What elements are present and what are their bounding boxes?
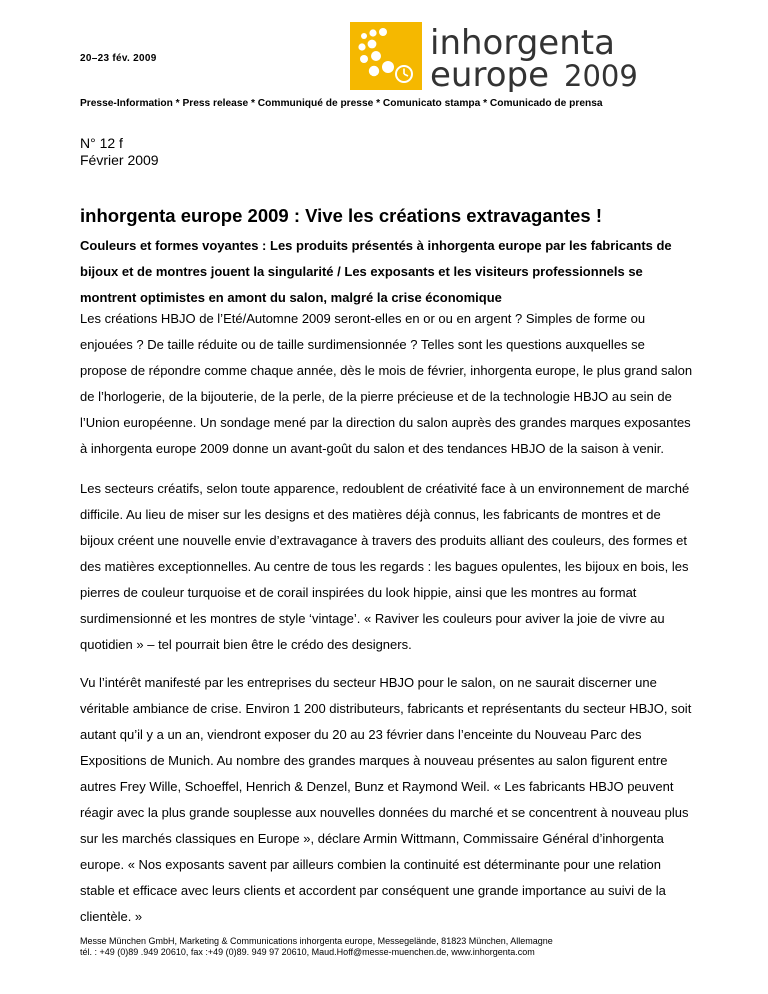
body-paragraph-2: Les secteurs créatifs, selon toute apparence, redoublent de créativité face à un environnement de marché difficile. Au lieu de miser sur les designs et des matières déjà connus, les fabricants de montres et de bijoux créent une nouvelle envie d’extravagance à travers des produits alliant des couleurs, des formes et des matières exceptionnelles. Au centre de tous les regards : les bagues opulentes, les bijoux en bois, les pierres de couleur turquoise et de corail inspirées du look hippie, ainsi que les montres au format surdimensionné et les montres de style ‘vintage’. « Raviver les couleurs pour aviver la joie de vivre au quotidien » – tel pourrait bien être le crédo des designers.	[80, 481, 690, 652]
footer-contact	[80, 936, 553, 958]
logo-wordmark-line2: europe	[430, 55, 549, 92]
footer-address: Messe München GmbH, Marketing & Communications inhorgenta europe, Messegelände, 81823 München, Allemagne	[80, 936, 553, 946]
press-release-line: Presse-Information * Press release * Communiqué de presse * Comunicato stampa * Comunicado de prensa	[80, 98, 603, 109]
body-paragraph-3: Vu l’intérêt manifesté par les entreprises du secteur HBJO pour le salon, on ne saurait discerner une véritable ambiance de crise. Environ 1 200 distributeurs, fabricants et représentants du secteur HBJO, soit autant qu’il y a un an, viendront exposer du 20 au 23 février dans l’enceinte du Nouveau Parc des Expositions de Munich. Au nombre des grandes marques à nouveau présentes au salon figurent entre autres Frey Wille, Schoeffel, Henrich & Denzel, Bunz et Raymond Weil. « Les fabricants HBJO peuvent réagir avec la plus grande souplesse aux nouvelles données du marché et se concentrent à nouveau plus sur les marchés classiques en Europe », déclare Armin Wittmann, Commissaire Général d’inhorgenta europe. « Nos exposants savent par ailleurs combien la continuité est déterminante pour une relation stable et efficace avec leurs clients et accordent par conséquent une grande importance au suivi de la clientèle. »	[80, 675, 692, 924]
headline: inhorgenta europe 2009 : Vive les créations extravagantes !	[80, 205, 602, 226]
body-paragraph-1: Les créations HBJO de l’Eté/Automne 2009 seront-elles en or ou en argent ? Simples de forme ou enjouées ? De taille réduite ou de taille surdimensionnée ? Telles sont les questions auxquelles se propose de répondre comme chaque année, dès le mois de février, inhorgenta europe, le plus grand salon de l’horlogerie, de la bijouterie, de la perle, de la pierre précieuse et de la technologie HBJO au sein de l’Union européenne. Un sondage mené par la direction du salon auprès des grandes marques exposantes à inhorgenta europe 2009 donne un avant-goût du salon et des tendances HBJO de la saison à venir.	[80, 311, 693, 456]
release-number: N° 12 f	[80, 135, 123, 151]
footer-contact-details: tél. : +49 (0)89 .949 20610, fax :+49 (0)89. 949 97 20610, Maud.Hoff@messe-muenchen.de, www.inhorgenta.com	[80, 947, 535, 957]
inhorgenta-logo	[350, 20, 680, 92]
document-meta	[80, 135, 159, 169]
logo-wordmark-line1: inhorgenta	[430, 23, 615, 63]
subheadline: Couleurs et formes voyantes : Les produits présentés à inhorgenta europe par les fabricants de bijoux et de montres jouent la singularité / Les exposants et les visiteurs professionnels se montrent optimistes en amont du salon, malgré la crise économique	[80, 238, 672, 305]
logo-year: 2009	[564, 59, 638, 92]
release-date: Février 2009	[80, 152, 159, 168]
event-date: 20–23 fév. 2009	[80, 53, 157, 64]
